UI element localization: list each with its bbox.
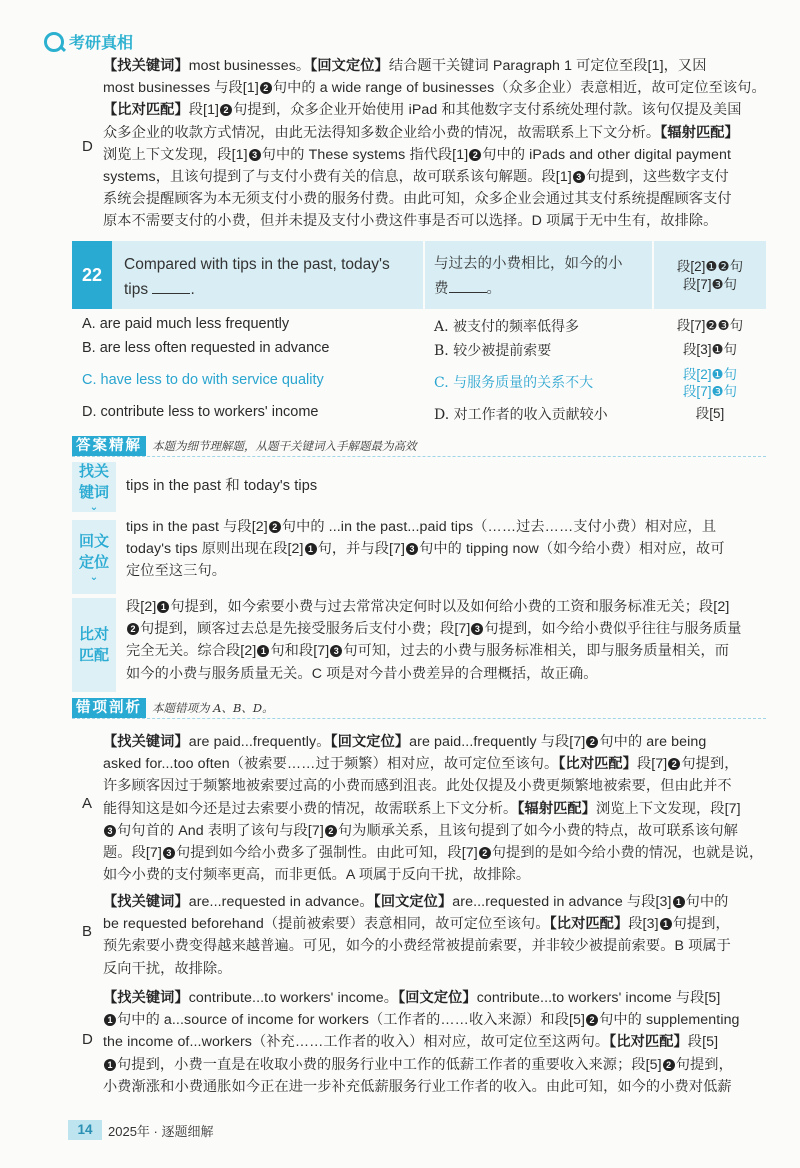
locate-label: 回文 定位 <box>78 533 109 571</box>
text-line: 3 句句首的 And 表明了该句与段[7] 2 句为顺承关系，且该句提到了如今小费的特点，故可联系该句解 <box>103 820 767 842</box>
circled-number: 1 <box>660 918 672 930</box>
text-line: 能得知这是如今还是过去索要小费的情况，故需联系上下文分析。【辐射匹配】浏览上下文发现，段[7] <box>103 800 741 817</box>
brand-title: 考研真相 <box>69 35 134 52</box>
circled-number: 2 <box>663 1059 675 1071</box>
circled-number: 1 <box>257 645 269 657</box>
circled-number: 3 <box>163 847 175 859</box>
column-divider <box>423 241 425 309</box>
stem-en-line2: tips <box>124 281 149 298</box>
circled-number: 3 <box>104 825 116 837</box>
text-line: 【找关键词】are...requested in advance。【回文定位】are...requested in advance 与段[3] 1 句中的 <box>103 894 729 910</box>
text-line: be requested beforehand（提前被索要）表意相同，故可定位至该句。【比对匹配】段[3] 1 句提到， <box>103 916 730 933</box>
text-line: 定位至这三句。 <box>126 563 227 580</box>
text-line: 许多顾客因过于频繁地被索要过高的小费而感到沮丧。此处仅提及小费更频繁地被索要，但由此并不 <box>103 778 732 795</box>
wrong-section-title: 错项剖析 <box>72 698 146 718</box>
circled-number: 2 <box>260 82 272 94</box>
wrong-option-letter: B <box>82 923 93 940</box>
circled-number: 3 <box>249 149 261 161</box>
circled-number: 2 <box>586 736 598 748</box>
stem-cn-line1: 与过去的小费相比，如今的小 <box>434 256 623 272</box>
circled-number: 1 <box>104 1014 116 1026</box>
text-line: tips in the past 与段[2] 2 句中的 ...in the past...paid tips（……过去……支付小费）相对应，且 <box>126 519 717 535</box>
keyword-tag-text: 【回文定位】 <box>398 990 477 1006</box>
wrong-section-note: 本题错项为 A、B、D。 <box>152 701 274 715</box>
circled-number: 1 <box>673 896 685 908</box>
locate-tag <box>72 520 116 594</box>
text-line: 如今小费的支付频率更高，而非更低。A 项属于反向干扰，故排除。 <box>103 867 531 884</box>
text-line: most businesses 与段[1] 2 句中的 a wide range of businesses（众多企业）表意相近，故可定位至该句。 <box>103 80 766 97</box>
text-line: 预先索要小费变得越来越普遍。可见，如今的小费经常被提前索要，并非较少被提前索要。B 项属于 <box>103 938 731 955</box>
text-line: 【找关键词】most businesses。【回文定位】结合题干关键词 Paragraph 1 可定位至段[1]，又因 <box>103 58 707 74</box>
option-a-cn: A. 被支付的频率低得多 <box>434 319 580 335</box>
match-tag <box>72 598 116 692</box>
keyword-tag-text: 【找关键词】 <box>103 894 189 910</box>
keyword-tag-text: 【比对匹配】 <box>558 756 637 773</box>
text-line: 系统会提醒顾客为本无须支付小费的服务付费。由此可知，众多企业会通过其支付系统提醒顾客支付 <box>103 191 732 208</box>
question-number: 22 <box>72 241 112 309</box>
keyword-text: tips in the past 和 today's tips <box>126 478 318 494</box>
chevron-down-icon: ⌄ <box>89 572 99 583</box>
text-line: 2 句提到，顾客过去总是先接受服务后支付小费；段[7] 3 句提到，如今给小费似乎往往与服务质量 <box>126 618 766 640</box>
footer-text: 2025年 · 逐题细解 <box>108 1124 214 1139</box>
circled-number: 2 <box>127 623 139 635</box>
option-b-ref: 段[3]❶句 <box>682 342 738 357</box>
text-line: 题。段[7] 3 句提到如今给小费多了强制性。由此可知，段[7] 2 句提到的是如今给小费的情况，也就是说， <box>103 845 764 862</box>
circled-number: 2 <box>668 758 680 770</box>
text-line: 【找关键词】are paid...frequently。【回文定位】are paid...frequently 与段[7] 2 句中的 are being <box>103 734 707 750</box>
circled-number: 2 <box>586 1014 598 1026</box>
stem-en-line1: Compared with tips in the past, today's <box>124 256 390 273</box>
answer-blank <box>152 293 190 294</box>
stem-en-end: . <box>190 281 195 298</box>
keyword-tag-text: 【回文定位】 <box>310 58 389 74</box>
keyword-tag-text: 【找关键词】 <box>103 734 189 750</box>
answer-section-note: 本题为细节理解题，从题干关键词入手解题最为高效 <box>152 439 417 453</box>
keyword-tag-text: 【比对匹配】 <box>609 1034 688 1051</box>
circled-number: 2 <box>269 521 281 533</box>
option-a-ref: 段[7]❷❸句 <box>676 318 744 333</box>
text-line: 如今的小费与服务质量无关。C 项是对今昔小费差异的合理概括，故正确。 <box>126 665 598 682</box>
wrong-option-explanation <box>103 987 767 1098</box>
text-line: 【比对匹配】段[1] 2 句提到，众多企业开始使用 iPad 和其他数字支付系统处理付款。该句仅提及美国 <box>103 102 742 119</box>
stem-ref-2: 段[7]❸句 <box>682 277 738 292</box>
circled-number: 2 <box>325 825 337 837</box>
text-line: the income of...workers（补充……工作者的收入）相对应，故可定位至这两句。【比对匹配】段[5] <box>103 1034 719 1051</box>
wrong-option-explanation <box>103 891 767 980</box>
text-line: 原本不需要支付的小费，但并未提及支付小费这件事是否可以选择。D 项属于无中生有，故排除。 <box>103 213 718 230</box>
circled-number: 1 <box>104 1059 116 1071</box>
match-label: 比对 匹配 <box>78 626 109 664</box>
wrong-section-bar <box>72 698 274 718</box>
magnifier-icon <box>44 32 64 52</box>
keyword-tag-text: 【辐射匹配】 <box>660 124 739 141</box>
text-line: 【找关键词】contribute...to workers' income。【回文定位】contribute...to workers' income 与段[5] <box>103 990 721 1006</box>
keyword-tag <box>72 462 116 512</box>
keyword-tag-text: 【找关键词】 <box>103 58 189 74</box>
option-c-ref: 段[2]❶句 段[7]❸句 <box>682 367 738 399</box>
keyword-tag-text: 【找关键词】 <box>103 990 189 1006</box>
option-a-en: A. are paid much less frequently <box>82 316 290 332</box>
text-line: today's tips 原则出现在段[2] 1 句，并与段[7] 3 句中的 tipping now（如今给小费）相对应，故可 <box>126 541 725 558</box>
text-line: systems，且该句提到了与支付小费有关的信息，故可联系该句解题。段[1] 3 句提到，这些数字支付 <box>103 169 729 186</box>
option-b-en: B. are less often requested in advance <box>82 340 330 356</box>
keyword-tag-text: 【回文定位】 <box>373 894 453 910</box>
chevron-down-icon: ⌄ <box>89 502 99 513</box>
stem-cn-line2: 费 <box>434 281 449 297</box>
circled-number: 3 <box>573 171 585 183</box>
text-line: asked for...too often（被索要……过于频繁）相对应，故可定位至该句。【比对匹配】段[7] 2 句提到， <box>103 756 739 773</box>
option-c-en: C. have less to do with service quality <box>82 372 324 388</box>
keyword-tag-text: 【辐射匹配】 <box>517 800 596 817</box>
circled-number: 2 <box>469 149 481 161</box>
stem-ref-1: 段[2]❶❷句 <box>676 259 744 274</box>
keyword-tag-text: 【回文定位】 <box>330 734 410 750</box>
keyword-label: 找关 键词 <box>78 463 109 501</box>
text-line: 反向干扰，故排除。 <box>103 960 232 977</box>
question-stem-cn <box>434 252 649 302</box>
text-line: 段[2] 1 句提到，如今索要小费与过去常常决定何时以及如何给小费的工资和服务标准无关；段[2] <box>126 599 730 615</box>
option-d-ref: 段[5] <box>695 406 725 421</box>
column-divider <box>652 241 654 309</box>
question-reference <box>660 258 760 294</box>
locate-text <box>126 516 766 583</box>
circled-number: 1 <box>305 543 317 555</box>
answer-blank-cn <box>449 292 487 293</box>
wrong-option-letter: D <box>82 1031 93 1048</box>
text-line: 浏览上下文发现，段[1] 3 句中的 These systems 指代段[1] 2 句中的 iPads and other digital payment <box>103 146 732 163</box>
option-d-cn: D. 对工作者的收入贡献较小 <box>434 407 608 423</box>
divider-line <box>72 456 766 457</box>
brand-header <box>44 30 133 53</box>
text-line: 小费渐涨和小费通胀如今正在进一步补充低薪服务行业工作者的收入。由此可知，如今的小费对低薪 <box>103 1078 732 1095</box>
question-stem-en <box>124 252 419 302</box>
text-line: 1 句提到，小费一直是在收取小费的服务行业中工作的低薪工作者的重要收入来源；段[5] 2 句提到， <box>103 1054 767 1076</box>
keyword-tag-text: 【比对匹配】 <box>549 916 629 933</box>
option-c-cn: C. 与服务质量的关系不大 <box>434 375 594 391</box>
text-line: 众多企业的收款方式情况，由此无法得知多数企业给小费的情况，故需联系上下文分析。【辐射匹配】 <box>103 124 739 141</box>
circled-number: 3 <box>471 623 483 635</box>
wrong-option-letter: A <box>82 795 93 812</box>
circled-number: 2 <box>479 847 491 859</box>
divider-line <box>72 718 766 719</box>
stem-cn-end: 。 <box>486 281 501 297</box>
answer-section-bar <box>72 436 417 456</box>
text-line: 1 句中的 a...source of income for workers（工作者的……收入来源）和段[5] 2 句中的 supplementing <box>103 1009 767 1031</box>
option-explanation <box>103 55 767 233</box>
circled-number: 2 <box>220 104 232 116</box>
circled-number: 3 <box>330 645 342 657</box>
option-d-en: D. contribute less to workers' income <box>82 404 319 420</box>
option-letter: D <box>82 138 93 155</box>
option-b-cn: B. 较少被提前索要 <box>434 343 552 359</box>
match-text <box>126 596 766 685</box>
keyword-tag-text: 【比对匹配】 <box>103 102 189 119</box>
answer-section-title: 答案精解 <box>72 436 146 456</box>
circled-number: 1 <box>157 601 169 613</box>
circled-number: 3 <box>406 543 418 555</box>
page-number: 14 <box>68 1120 102 1140</box>
text-line: 完全无关。综合段[2] 1 句和段[7] 3 句可知，过去的小费与服务标准相关，即与服务质量相关，而 <box>126 643 730 660</box>
wrong-option-explanation <box>103 731 767 886</box>
